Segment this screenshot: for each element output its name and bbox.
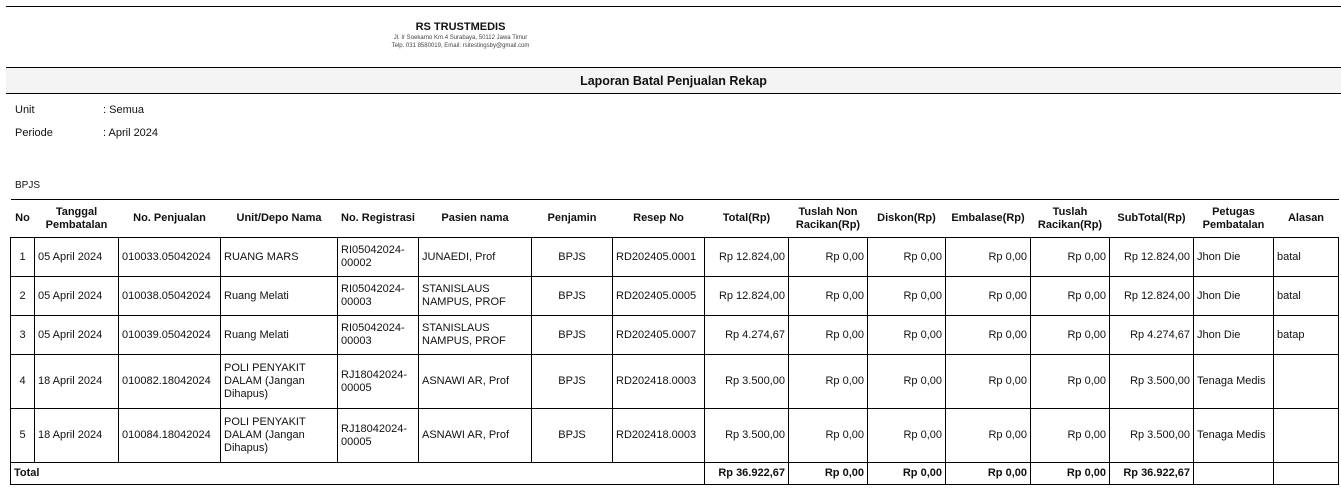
col-tanggal: Tanggal Pembatalan <box>35 200 119 238</box>
org-contact: Telp. 031 8580019, Email: rsitestingsby@gmail.com <box>391 43 530 49</box>
cell-tuslah-racikan: Rp 0,00 <box>1031 277 1110 316</box>
col-tuslah-non: Tuslah Non Racikan(Rp) <box>789 200 868 238</box>
report-table <box>10 199 1339 485</box>
total-row <box>11 463 1339 485</box>
cell-petugas: Tenaga Medis <box>1194 409 1274 463</box>
cell-pasien: ASNAWI AR, Prof <box>419 355 532 409</box>
cell-diskon: Rp 0,00 <box>868 238 946 277</box>
cell-no-penjualan: 010033.05042024 <box>119 238 221 277</box>
cell-petugas: Jhon Die <box>1194 238 1274 277</box>
periode-value: : April 2024 <box>103 127 159 139</box>
section-label: BPJS <box>15 180 41 191</box>
cell-tuslah-racikan: Rp 0,00 <box>1031 409 1110 463</box>
cell-resep: RD202418.0003 <box>613 409 705 463</box>
total-tuslah-non: Rp 0,00 <box>789 463 868 485</box>
cell-embalase: Rp 0,00 <box>946 355 1031 409</box>
table-row <box>11 238 1339 277</box>
cell-subtotal: Rp 4.274,67 <box>1110 316 1194 355</box>
total-subtotal: Rp 36.922,67 <box>1110 463 1194 485</box>
cell-unit: RUANG MARS <box>221 238 338 277</box>
report-header <box>0 20 921 50</box>
cell-embalase: Rp 0,00 <box>946 238 1031 277</box>
cell-total: Rp 3.500,00 <box>705 355 789 409</box>
cell-tanggal: 05 April 2024 <box>35 277 119 316</box>
cell-total: Rp 3.500,00 <box>705 409 789 463</box>
total-petugas-empty <box>1194 463 1274 485</box>
col-no-penjualan: No. Penjualan <box>119 200 221 238</box>
cell-alasan: batal <box>1274 277 1339 316</box>
cell-resep: RD202405.0001 <box>613 238 705 277</box>
cell-diskon: Rp 0,00 <box>868 277 946 316</box>
cell-tuslah-non: Rp 0,00 <box>789 277 868 316</box>
cell-tanggal: 18 April 2024 <box>35 355 119 409</box>
cell-tuslah-racikan: Rp 0,00 <box>1031 355 1110 409</box>
cell-no: 3 <box>11 316 35 355</box>
total-label: Total <box>11 463 705 485</box>
cell-resep: RD202405.0005 <box>613 277 705 316</box>
unit-value: : Semua <box>103 104 144 116</box>
table-header-row <box>11 200 1339 238</box>
cell-pasien: ASNAWI AR, Prof <box>419 409 532 463</box>
col-subtotal: SubTotal(Rp) <box>1110 200 1194 238</box>
cell-no-registrasi: RI05042024-00003 <box>338 277 419 316</box>
total-total: Rp 36.922,67 <box>705 463 789 485</box>
cell-unit: POLI PENYAKIT DALAM (Jangan Dihapus) <box>221 409 338 463</box>
cell-no-penjualan: 010082.18042024 <box>119 355 221 409</box>
cell-unit: Ruang Melati <box>221 277 338 316</box>
cell-no-registrasi: RJ18042024-00005 <box>338 409 419 463</box>
cell-subtotal: Rp 12.824,00 <box>1110 238 1194 277</box>
cell-total: Rp 12.824,00 <box>705 277 789 316</box>
org-address: Jl. Ir Soekarno Km.4 Surabaya, 50112 Jawa Timur <box>393 35 528 41</box>
cell-alasan: batap <box>1274 316 1339 355</box>
cell-no-registrasi: RI05042024-00003 <box>338 316 419 355</box>
cell-penjamin: BPJS <box>532 409 613 463</box>
cell-no-penjualan: 010038.05042024 <box>119 277 221 316</box>
cell-total: Rp 4.274,67 <box>705 316 789 355</box>
unit-label: Unit <box>15 104 35 116</box>
cell-subtotal: Rp 3.500,00 <box>1110 409 1194 463</box>
cell-no-penjualan: 010039.05042024 <box>119 316 221 355</box>
table-row <box>11 277 1339 316</box>
cell-tuslah-non: Rp 0,00 <box>789 316 868 355</box>
total-embalase: Rp 0,00 <box>946 463 1031 485</box>
col-tuslah-racikan: Tuslah Racikan(Rp) <box>1031 200 1110 238</box>
cell-unit: Ruang Melati <box>221 316 338 355</box>
cell-no: 5 <box>11 409 35 463</box>
cell-pasien: STANISLAUS NAMPUS, PROF <box>419 277 532 316</box>
total-diskon: Rp 0,00 <box>868 463 946 485</box>
cell-pasien: STANISLAUS NAMPUS, PROF <box>419 316 532 355</box>
cell-resep: RD202405.0007 <box>613 316 705 355</box>
org-name: RS TRUSTMEDIS <box>415 21 506 33</box>
cell-diskon: Rp 0,00 <box>868 355 946 409</box>
cell-alasan: batal <box>1274 238 1339 277</box>
cell-tuslah-racikan: Rp 0,00 <box>1031 238 1110 277</box>
col-embalase: Embalase(Rp) <box>946 200 1031 238</box>
col-penjamin: Penjamin <box>532 200 613 238</box>
cell-no-registrasi: RI05042024-00002 <box>338 238 419 277</box>
report-title-band <box>6 67 1341 94</box>
cell-alasan <box>1274 409 1339 463</box>
col-unit: Unit/Depo Nama <box>221 200 338 238</box>
cell-resep: RD202418.0003 <box>613 355 705 409</box>
col-no-registrasi: No. Registrasi <box>338 200 419 238</box>
cell-petugas: Tenaga Medis <box>1194 355 1274 409</box>
report-title: Laporan Batal Penjualan Rekap <box>580 73 767 88</box>
col-alasan: Alasan <box>1274 200 1339 238</box>
meta-periode <box>15 126 158 140</box>
cell-tuslah-non: Rp 0,00 <box>789 238 868 277</box>
table-row <box>11 316 1339 355</box>
periode-label: Periode <box>15 127 53 139</box>
cell-tuslah-non: Rp 0,00 <box>789 409 868 463</box>
top-rule <box>6 6 1341 7</box>
total-tuslah-racikan: Rp 0,00 <box>1031 463 1110 485</box>
table-row <box>11 409 1339 463</box>
col-no: No <box>11 200 35 238</box>
cell-total: Rp 12.824,00 <box>705 238 789 277</box>
col-pasien: Pasien nama <box>419 200 532 238</box>
cell-pasien: JUNAEDI, Prof <box>419 238 532 277</box>
cell-penjamin: BPJS <box>532 316 613 355</box>
cell-embalase: Rp 0,00 <box>946 277 1031 316</box>
cell-penjamin: BPJS <box>532 277 613 316</box>
col-diskon: Diskon(Rp) <box>868 200 946 238</box>
cell-no-registrasi: RJ18042024-00005 <box>338 355 419 409</box>
cell-subtotal: Rp 3.500,00 <box>1110 355 1194 409</box>
cell-tanggal: 18 April 2024 <box>35 409 119 463</box>
cell-tanggal: 05 April 2024 <box>35 238 119 277</box>
cell-no: 2 <box>11 277 35 316</box>
cell-penjamin: BPJS <box>532 355 613 409</box>
cell-unit: POLI PENYAKIT DALAM (Jangan Dihapus) <box>221 355 338 409</box>
cell-alasan <box>1274 355 1339 409</box>
cell-petugas: Jhon Die <box>1194 316 1274 355</box>
cell-diskon: Rp 0,00 <box>868 409 946 463</box>
cell-no: 4 <box>11 355 35 409</box>
cell-no-penjualan: 010084.18042024 <box>119 409 221 463</box>
cell-embalase: Rp 0,00 <box>946 316 1031 355</box>
cell-diskon: Rp 0,00 <box>868 316 946 355</box>
cell-tuslah-non: Rp 0,00 <box>789 355 868 409</box>
cell-petugas: Jhon Die <box>1194 277 1274 316</box>
table-row <box>11 355 1339 409</box>
meta-unit <box>15 103 144 117</box>
col-petugas: Petugas Pembatalan <box>1194 200 1274 238</box>
col-total: Total(Rp) <box>705 200 789 238</box>
cell-no: 1 <box>11 238 35 277</box>
cell-subtotal: Rp 12.824,00 <box>1110 277 1194 316</box>
cell-tuslah-racikan: Rp 0,00 <box>1031 316 1110 355</box>
cell-embalase: Rp 0,00 <box>946 409 1031 463</box>
cell-penjamin: BPJS <box>532 238 613 277</box>
total-alasan-empty <box>1274 463 1339 485</box>
col-resep: Resep No <box>613 200 705 238</box>
cell-tanggal: 05 April 2024 <box>35 316 119 355</box>
